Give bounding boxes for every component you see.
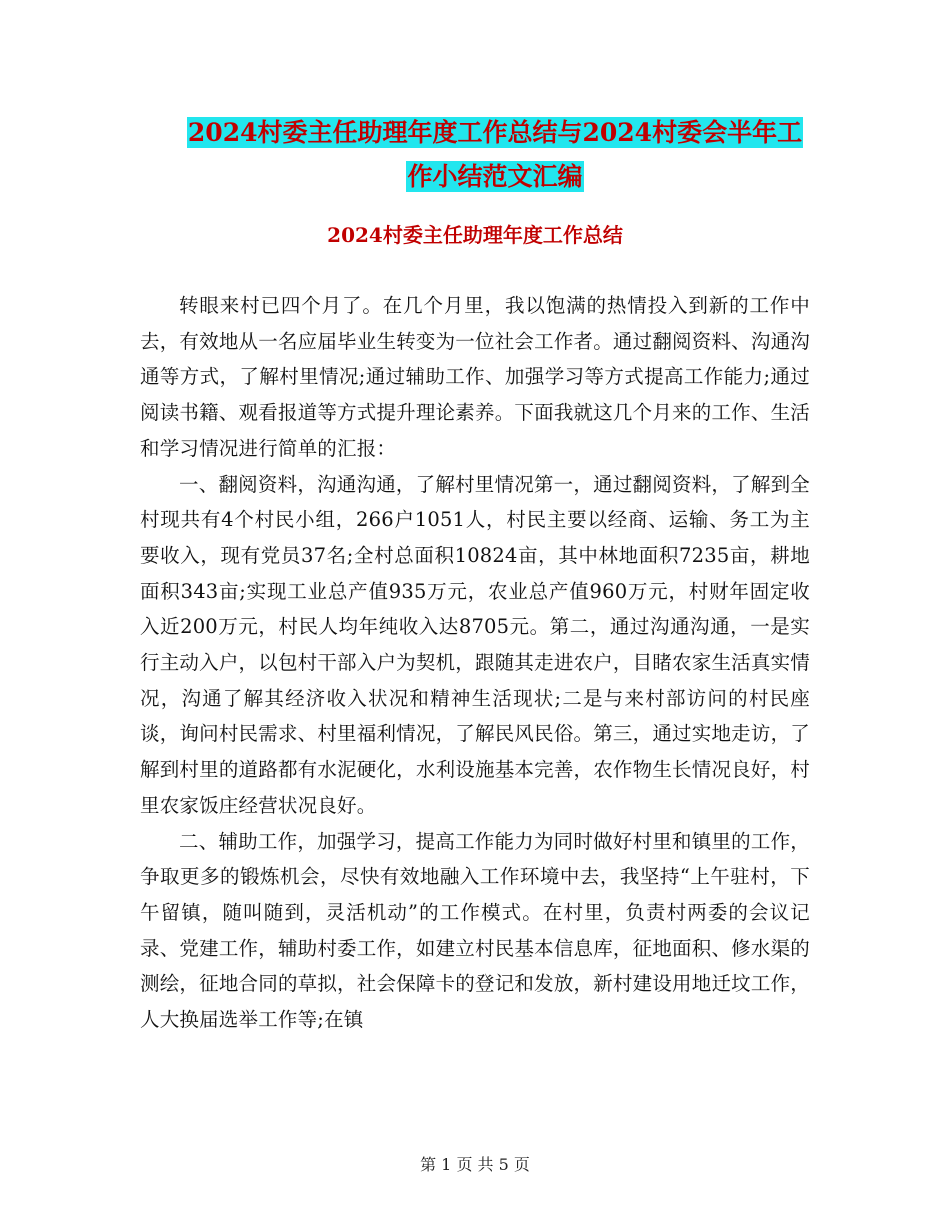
- section-title: 2024村委主任助理年度工作总结: [327, 223, 623, 247]
- title-line-1: 2024村委主任助理年度工作总结与2024村委会半年工: [187, 118, 803, 147]
- paragraph-intro: 转眼来村已四个月了。在几个月里，我以饱满的热情投入到新的工作中去，有效地从一名应届毕业生转变为一位社会工作者。通过翻阅资料、沟通沟通等方式，了解村里情况;通过辅助工作、加强学习等方式提高工作能力;通过阅读书籍、观看报道等方式提升理论素养。下面我就这几个月来的工作、生活和学习情况进行简单的汇报：: [140, 294, 810, 460]
- document-title: [100, 111, 890, 199]
- paragraph-section-1: 一、翻阅资料，沟通沟通，了解村里情况第一，通过翻阅资料，了解到全村现共有4个村民小组，266户1051人，村民主要以经商、运输、务工为主要收入，现有党员37名;全村总面积10824亩，其中林地面积7235亩，耕地面积343亩;实现工业总产值935万元，农业总产值960万元，村财年固定收入近200万元，村民人均年纯收入达8705元。第二，通过沟通沟通，一是实行主动入户，以包村干部入户为契机，跟随其走进农户，目睹农家生活真实情况，沟通了解其经济收入状况和精神生活现状;二是与来村部访问的村民座谈，询问村民需求、村里福利情况，了解民风民俗。第三，通过实地走访，了解到村里的道路都有水泥硬化，水利设施基本完善，农作物生长情况良好，村里农家饭庄经营状况良好。: [140, 472, 810, 817]
- body-text: [140, 288, 810, 1038]
- page-number-footer: 第 1 页 共 5 页: [420, 1155, 530, 1174]
- paragraph-section-2: 二、辅助工作，加强学习，提高工作能力为同时做好村里和镇里的工作，争取更多的锻炼机会，尽快有效地融入工作环境中去，我坚持“上午驻村，下午留镇，随叫随到，灵活机动”的工作模式。在村里，负责村两委的会议记录、党建工作，辅助村委工作，如建立村民基本信息库，征地面积、修水渠的测绘，征地合同的草拟，社会保障卡的登记和发放，新村建设用地迁坟工作，人大换届选举工作等;在镇: [140, 829, 810, 1032]
- title-line-2: 作小结范文汇编: [407, 162, 583, 191]
